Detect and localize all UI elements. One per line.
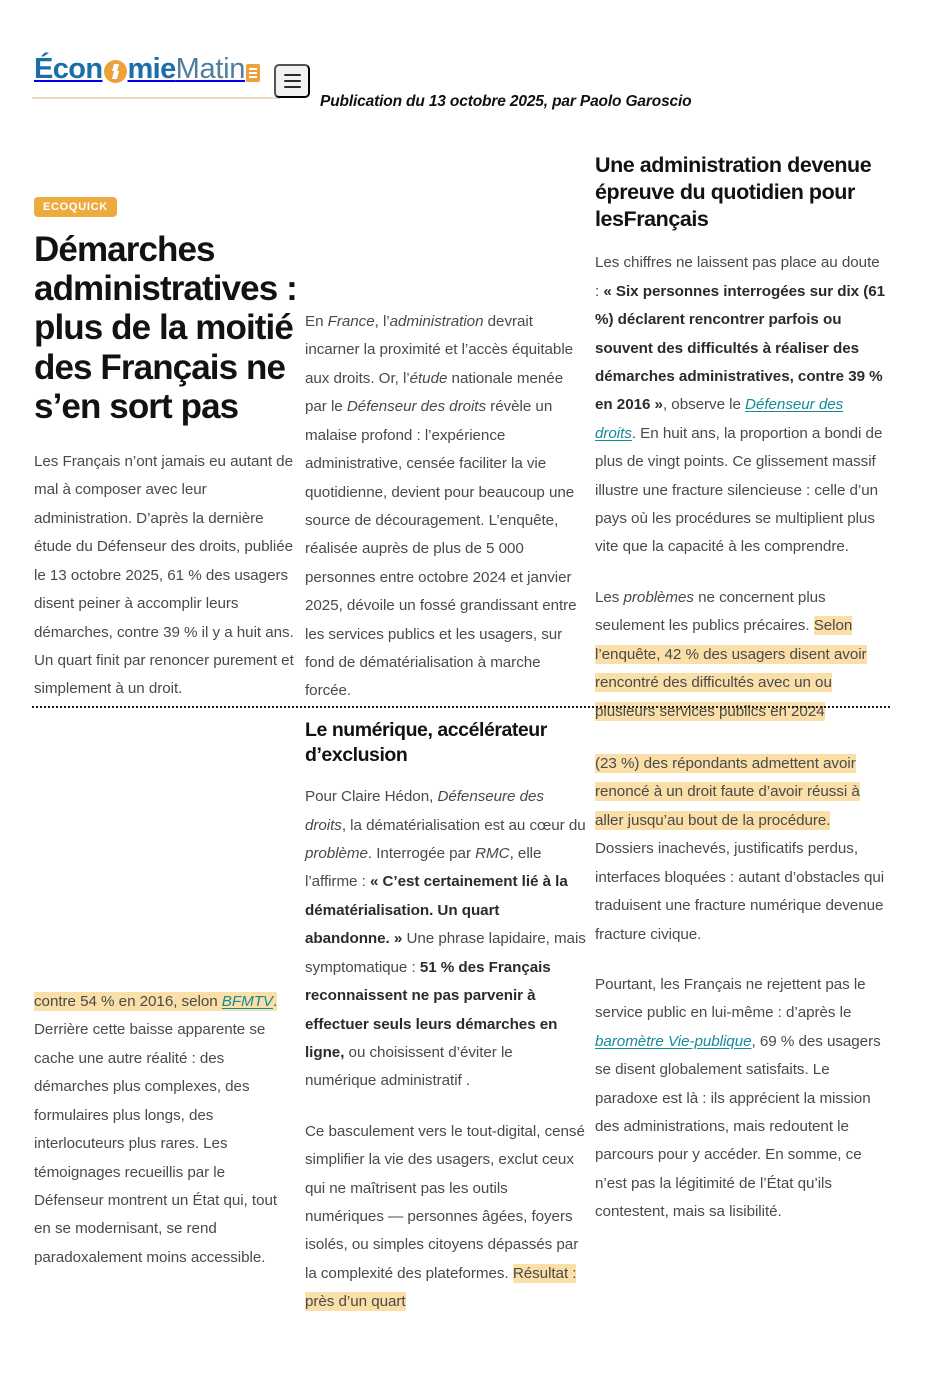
admin-seg-1: Les chiffres ne laissent pas place au doute : xyxy=(595,254,880,300)
section-title-numerique: Le numérique, accélérateur d’exclusion xyxy=(305,719,547,766)
admin-seg-2: , observe le xyxy=(662,396,746,414)
article-lede: Les Français n’ont jamais eu autant de mal à composer avec leur administration. D’après la dernière étude du Défenseur des droits, publiée le 13 octobre 2025, 61 % des usagers disent peiner à accomplir leurs démarches, contre 39 % il y a huit ans. Un quart finit par renoncer purement et simplement à un droit. xyxy=(34,453,294,698)
admin-paragraph-2 xyxy=(595,584,887,726)
highlight-resultat-quart: Résultat : près d’un quart xyxy=(305,1264,577,1311)
section-left-bottom xyxy=(34,988,297,1272)
num-seg-2: , la dématérialisation est au cœur du xyxy=(341,816,586,834)
section-right-bottom xyxy=(595,750,887,1227)
hamburger-menu-icon[interactable] xyxy=(274,64,310,98)
logo-part-mie: mie xyxy=(127,53,176,85)
bolt-circle-icon xyxy=(104,60,127,83)
page-title: Démarches administratives : plus de la moitié des Français ne s’en sort pas xyxy=(34,230,297,426)
intro-seg-2: , l’ xyxy=(374,313,390,330)
article-header-block xyxy=(34,197,297,704)
publication-byline: Publication du 13 octobre 2025, par Paolo Garoscio xyxy=(320,93,692,110)
link-defenseur-des-droits[interactable]: Défenseur des droits xyxy=(595,396,844,442)
intro-seg-3: devrait incarner la proximité et l’accès équitable aux droits. Or, l’ xyxy=(305,313,574,387)
admin-quote-bold: « Six personnes interrogées sur dix (61 %) déclarent rencontrer parfois ou souvent des difficultés à réaliser des démarches administratives, contre 39 % en 2016 » xyxy=(595,282,886,414)
admin2-seg-2: ne concernent plus seulement les publics précaires. xyxy=(595,588,826,635)
num-seg-3: . Interrogée par xyxy=(367,844,476,862)
numerique-paragraph-2 xyxy=(305,1118,587,1317)
rb-seg-1: Dossiers inachevés, justificatifs perdus, interfaces bloquées : autant d’obstacles qui traduisent une fracture numérique devenue fracture civique. xyxy=(595,840,885,943)
rb-paragraph-2 xyxy=(595,971,887,1227)
logo-part-matin: Matin xyxy=(175,53,246,85)
intro-text-block xyxy=(305,308,587,706)
lb-seg-3: Derrière cette baisse apparente se cache une autre réalité : des démarches plus complexes, des formulaires plus longs, des interlocuteurs plus rares. Les témoignages recueillis par le Défenseur montrent un État qui, tout en se modernisant, se rend paradoxalement moins accessible. xyxy=(34,1021,278,1266)
highlight-23-percent: (23 %) des répondants admettent avoir renoncé à un droit faute d’avoir réussi à aller jusqu’au bout de la procédure. xyxy=(595,755,860,829)
intro-seg-4: nationale menée par le xyxy=(305,369,564,416)
num2-seg-1: Ce basculement vers le tout-digital, censé simplifier la vie des usagers, exclut ceux qui ne maîtrisent pas les outils numériques — personnes âgées, foyers isolés, ou simples citoyens dépassés par la complexité des plateformes. xyxy=(305,1122,585,1282)
section-numerique xyxy=(305,718,587,1317)
highlight-54-percent xyxy=(34,992,277,1011)
link-barometre-vie-publique[interactable]: baromètre Vie-publique xyxy=(595,1032,752,1050)
hamburger-bar-1 xyxy=(284,74,301,76)
num-em-probleme: problème xyxy=(305,844,368,862)
intro-seg-1: En xyxy=(305,313,328,330)
rb2-seg-2: , 69 % des usagers se disent globalement satisfaits. Le paradoxe est là : ils apprécient la mission des administrations, mais redoutent le parcours pour y accéder. En somme, ce n’est pas la légitimité de l’État qu’ils contestent, mais sa lisibilité. xyxy=(595,1032,881,1221)
num-seg-5: Une phrase lapidaire, mais symptomatique : xyxy=(305,930,586,976)
admin-seg-3: . En huit ans, la proportion a bondi de plus de vingt points. Ce glissement massif illustre une fracture silencieuse : celle d’un pays où les procédures se multiplient plus vite que la capacité à les comprendre. xyxy=(595,424,883,556)
num-seg-4: , elle l’affirme : xyxy=(305,844,542,891)
rb2-seg-1: Pourtant, les Français ne rejettent pas le service public en lui-même : d’après le xyxy=(595,975,866,1022)
site-header xyxy=(0,0,939,118)
num-seg-1: Pour Claire Hédon, xyxy=(305,788,438,806)
num-quote-bold: « C’est certainement lié à la dématérialisation. Un quart abandonne. » xyxy=(305,873,568,948)
intro-seg-5: révèle un malaise profond : l’expérience administrative, censée faciliter la vie quotidienne, devient pour beaucoup une source de découragement. L’enquête, réalisée auprès de plus de 5 000 personnes entre octobre 2024 et janvier 2025, dévoile un fossé grandissant entre les services publics et les usagers, sur fond de dématérialisation à marche forcée. xyxy=(305,398,577,700)
lb-seg-2: . xyxy=(273,993,278,1010)
intro-paragraph xyxy=(305,308,587,706)
section-title-administration: Une administration devenue épreuve du quotidien pour lesFrançais xyxy=(595,153,872,232)
lb-paragraph-1 xyxy=(34,988,297,1272)
logo-underline-rule xyxy=(32,97,280,99)
num-stat-bold: 51 % des Français reconnaissent ne pas parvenir à effectuer seuls leurs démarches en ligne, xyxy=(305,958,558,1061)
num-em-rmc: RMC xyxy=(475,844,510,862)
intro-em-france: France xyxy=(327,313,375,330)
num-em-defenseure: Défenseure des droits xyxy=(305,788,544,834)
section-administration xyxy=(595,152,887,726)
category-badge[interactable]: ECOQUICK xyxy=(34,197,117,217)
admin2-seg-1: Les xyxy=(595,588,624,606)
lb-seg-1: contre 54 % en 2016, selon xyxy=(34,993,222,1010)
num-seg-6: ou choisissent d’éviter le numérique administratif . xyxy=(305,1043,513,1090)
highlight-42-percent: Selon l’enquête, 42 % des usagers disent avoir rencontré des difficultés avec un ou plusieurs services publics en 2024 xyxy=(595,617,867,720)
logo-text xyxy=(34,55,260,84)
admin2-em-problemes: problèmes xyxy=(623,588,694,606)
hamburger-bar-2 xyxy=(284,80,301,82)
hamburger-bar-3 xyxy=(284,86,301,88)
admin-paragraph-1 xyxy=(595,249,887,562)
section-divider xyxy=(32,706,890,708)
numerique-paragraph-1 xyxy=(305,783,587,1096)
intro-em-defenseur: Défenseur des droits xyxy=(346,398,487,416)
site-logo[interactable] xyxy=(34,55,260,84)
link-bfmtv[interactable]: BFMTV xyxy=(221,993,274,1010)
logo-part-econ: Écon xyxy=(34,53,103,85)
newspaper-badge-icon xyxy=(246,64,260,82)
rb-paragraph-1 xyxy=(595,750,887,949)
intro-em-etude: étude xyxy=(409,369,448,387)
intro-em-administration: administration xyxy=(389,313,484,330)
